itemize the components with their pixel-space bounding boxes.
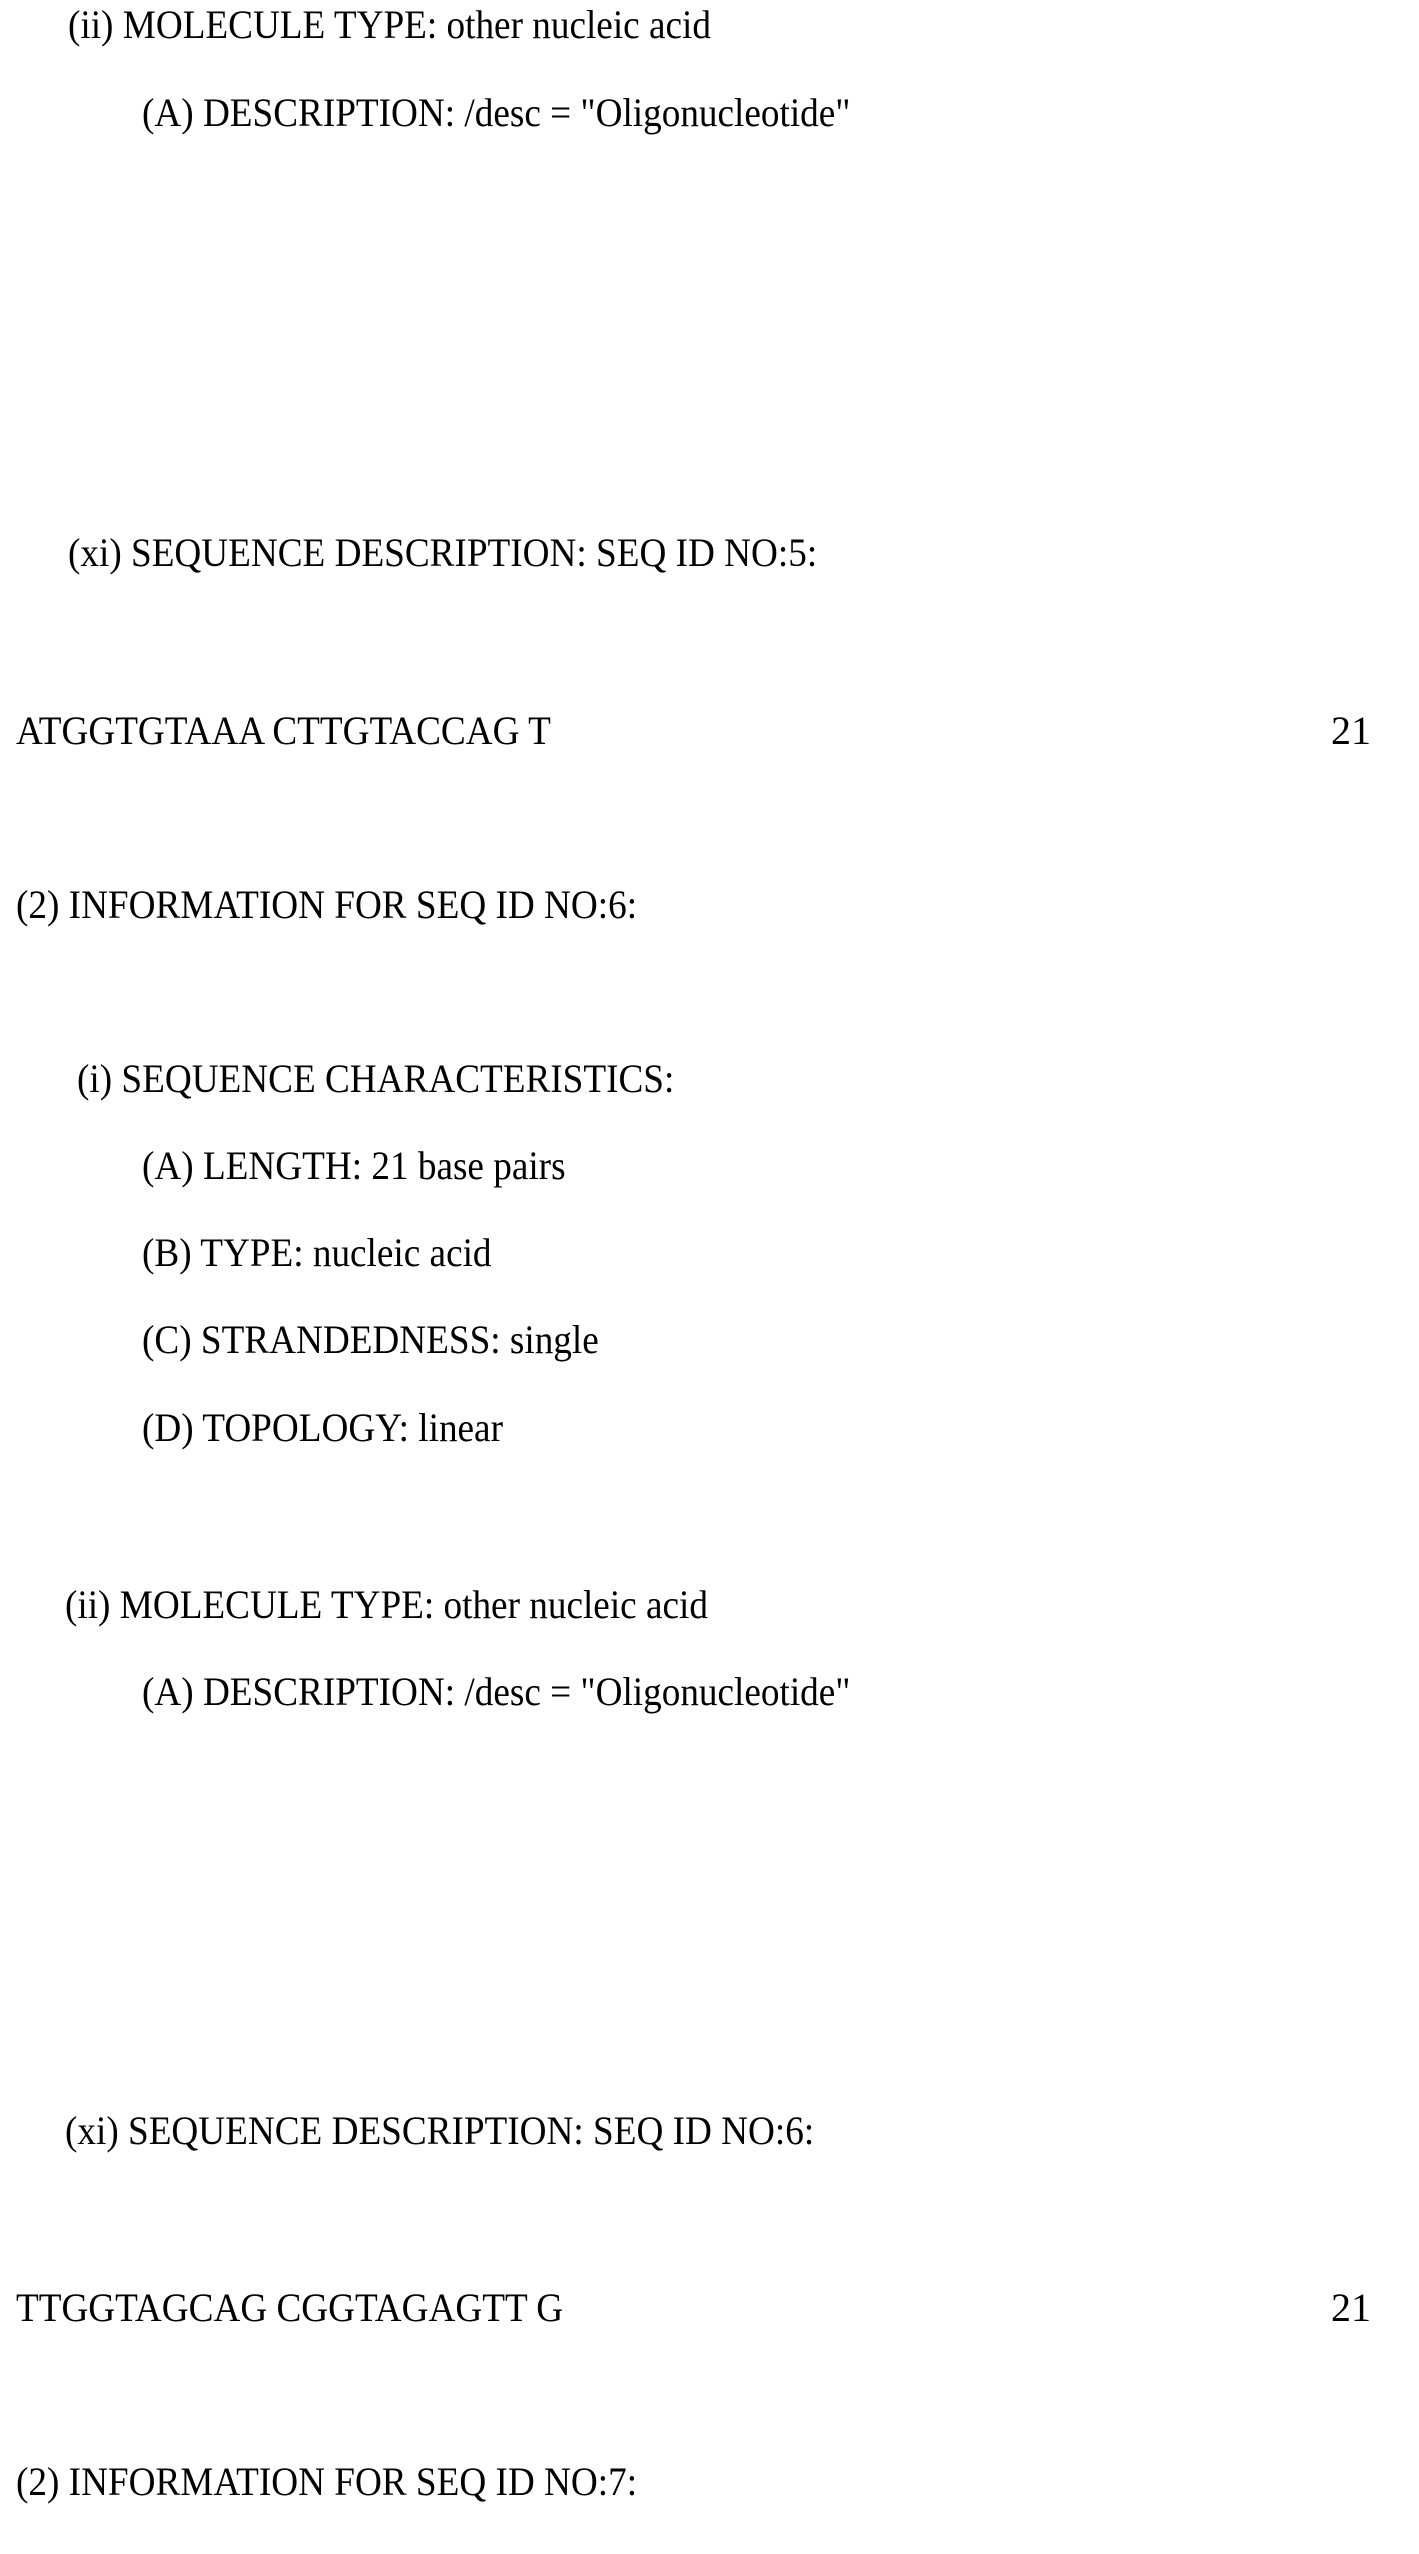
seq7-header: (2) INFORMATION FOR SEQ ID NO:7: [16,2457,637,2507]
seq6-length-count: 21 [1331,2283,1371,2333]
seq5-molecule-type: (ii) MOLECULE TYPE: other nucleic acid [68,0,711,50]
seq6-molecule-type: (ii) MOLECULE TYPE: other nucleic acid [65,1580,708,1630]
seq6-type: (B) TYPE: nucleic acid [142,1228,492,1278]
seq6-description: (A) DESCRIPTION: /desc = "Oligonucleotide" [142,1667,850,1717]
seq6-sequence-description: (xi) SEQUENCE DESCRIPTION: SEQ ID NO:6: [65,2106,814,2156]
seq5-sequence-description: (xi) SEQUENCE DESCRIPTION: SEQ ID NO:5: [68,528,817,578]
seq6-topology: (D) TOPOLOGY: linear [142,1403,503,1453]
seq5-description: (A) DESCRIPTION: /desc = "Oligonucleotide" [142,88,850,138]
seq6-header: (2) INFORMATION FOR SEQ ID NO:6: [16,880,637,930]
seq6-characteristics: (i) SEQUENCE CHARACTERISTICS: [77,1054,674,1104]
seq5-length-count: 21 [1331,706,1371,756]
seq5-sequence: ATGGTGTAAA CTTGTACCAG T [16,706,551,756]
seq6-length: (A) LENGTH: 21 base pairs [142,1141,566,1191]
seq6-sequence: TTGGTAGCAG CGGTAGAGTT G [16,2283,563,2333]
seq6-strandedness: (C) STRANDEDNESS: single [142,1315,599,1365]
